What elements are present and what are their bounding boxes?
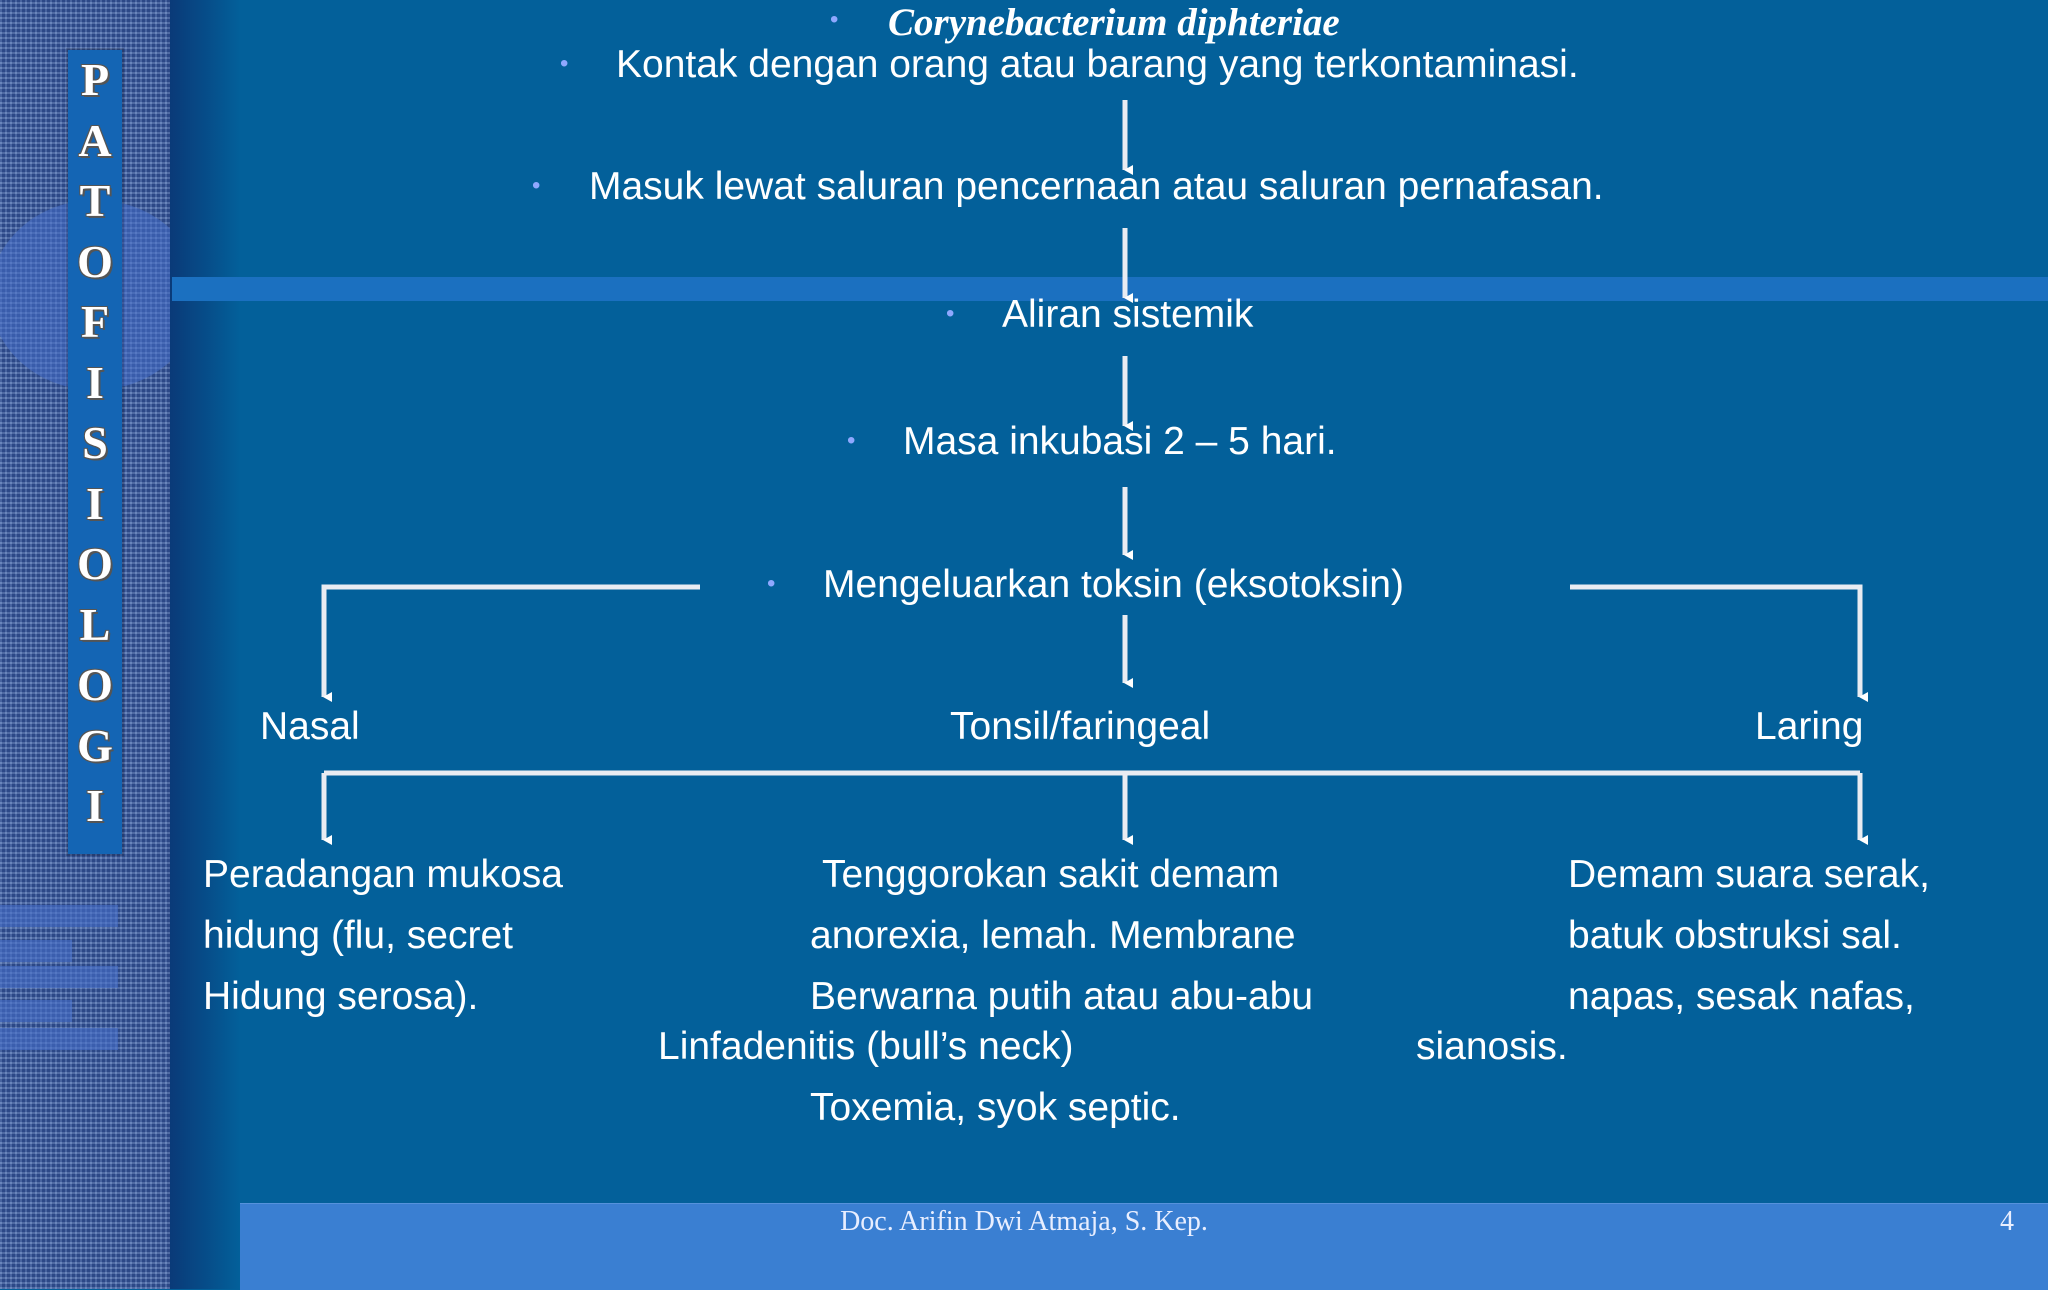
tonsil-outcome-line: Berwarna putih atau abu-abu: [810, 975, 1314, 1018]
flow-step-entry: Masuk lewat saluran pencernaan atau saluran pernafasan.: [589, 165, 1604, 208]
tonsil-outcome-line: Toxemia, syok septic.: [810, 1086, 1181, 1129]
title-letter: S: [82, 417, 108, 468]
tonsil-outcome-line: Tenggorokan sakit demam: [822, 853, 1280, 896]
title-letter: P: [80, 54, 110, 105]
nasal-outcome-line: hidung (flu, secret: [203, 914, 514, 957]
laring-outcome-line: napas, sesak nafas,: [1568, 975, 1915, 1018]
branch-tonsil: Tonsil/faringeal: [950, 705, 1211, 748]
page-number: 4: [2000, 1206, 2014, 1237]
footer-author: Doc. Arifin Dwi Atmaja, S. Kep.: [840, 1206, 1208, 1237]
laring-outcome-line: batuk obstruksi sal.: [1568, 914, 1902, 957]
title-letter: O: [77, 538, 113, 589]
organism-label: Corynebacterium diphteriae: [888, 1, 1340, 44]
title-letter: F: [80, 296, 110, 347]
nasal-outcome-line: Hidung serosa).: [203, 975, 479, 1018]
tonsil-outcome-line: anorexia, lemah. Membrane: [810, 914, 1296, 957]
title-letter: A: [78, 114, 112, 166]
branch-laring: Laring: [1755, 705, 1864, 748]
flow-step-toxin: Mengeluarkan toksin (eksotoksin): [823, 563, 1404, 606]
title-letter: I: [86, 477, 104, 529]
flow-step-contact: Kontak dengan orang atau barang yang terkontaminasi.: [616, 43, 1579, 86]
bullet-icon: •: [560, 50, 569, 77]
bullet-icon: •: [767, 570, 776, 597]
laring-outcome-line: Demam suara serak,: [1568, 853, 1930, 896]
title-letter: G: [77, 719, 113, 771]
title-letter: I: [86, 356, 104, 408]
flow-step-systemic: Aliran sistemik: [1002, 293, 1254, 336]
branch-nasal: Nasal: [260, 705, 360, 748]
title-letter: I: [86, 780, 104, 831]
bullet-icon: •: [847, 427, 856, 454]
bullet-icon: •: [532, 172, 541, 199]
title-letter: L: [79, 598, 111, 650]
title-letter: O: [77, 659, 113, 710]
nasal-outcome-line: Peradangan mukosa: [203, 853, 563, 896]
branch-left: [324, 587, 700, 697]
bullet-icon: •: [946, 300, 955, 327]
bullet-icon: •: [830, 6, 839, 33]
tonsil-outcome-line: Linfadenitis (bull’s neck): [658, 1025, 1074, 1068]
title-letter: T: [79, 175, 111, 226]
branch-right: [1570, 587, 1860, 697]
laring-outcome-line: sianosis.: [1416, 1025, 1568, 1068]
flow-step-incubation: Masa inkubasi 2 – 5 hari.: [903, 420, 1337, 463]
title-letter: O: [77, 235, 113, 287]
